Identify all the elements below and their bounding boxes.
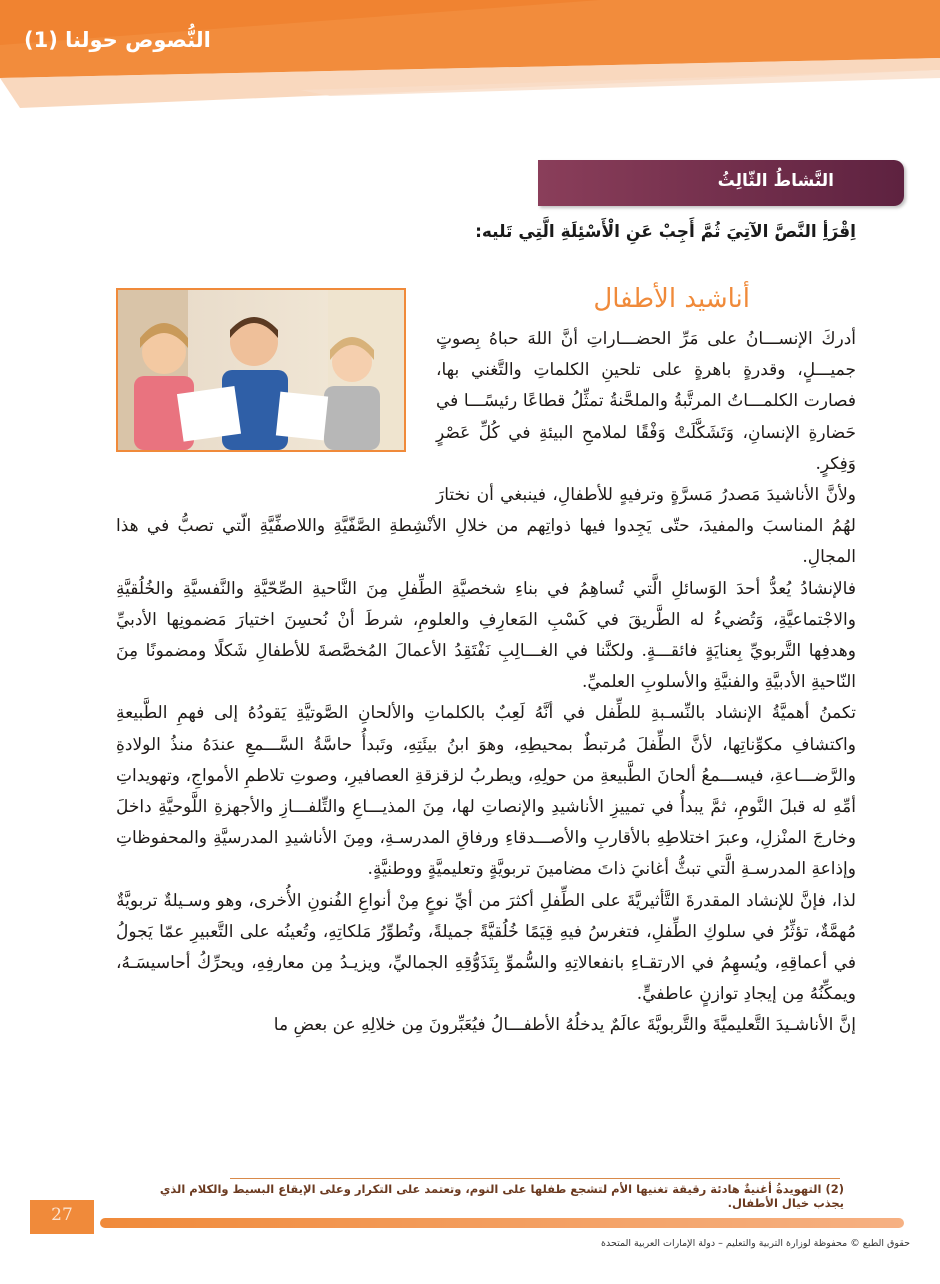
copyright-notice: حقوق الطبع © محفوظة لوزارة التربية والتعليم – دولة الإمارات العربية المتحدة [601,1238,910,1249]
paragraph-4: تكمنُ أهميَّةُ الإنشاد بالنِّسـبةِ للطِّفل في أنَّهُ لَعِبٌ بالكلماتِ والألحانِ الصَّوتيَّةِ يَقودُهُ إلى فهمِ الطَّبيعةِ واكتشافِ مكوِّناتِها، لأنَّ الطِّفلَ مُرتبطٌ بمحيطِهِ، وهوَ ابنُ بيئَتِهِ، وتَبدأُ حاسَّةُ السَّـــمعِ عندَهُ منذُ الولادةِ والرَّضـــاعةِ، فيســـمعُ ألحانَ الطَّبيعةِ من حولِهِ، ويطربُ لزقزقةِ العصافيرِ، وصوتِ تلاطمِ الأمواجِ، وتهويداتِ أمِّهِ له قبلَ النَّومِ، ثمَّ يبدأُ في تمييزِ الأناشيدِ والإنصاتِ لها، مِنَ المذيـــاعِ والتِّلفـــازِ والأجهزةِ اللَّوحيَّةِ داخلَ وخارجَ المنْزلِ، وعبرَ اختلاطِهِ بالأقاربِ والأصـــدقاءِ ورفاقِ المدرسـةِ، ومِنَ الأناشيدِ المدرسيَّةِ والمحفوظاتِ وإذاعةِ المدرسـةِ الَّتي تبثُّ أغانيَ ذاتَ مضامينَ تربويَّةٍ وتعليميَّةٍ ووطنيَّةٍ. [116,703,856,880]
paragraph-5: لذا، فإنَّ للإنشاد المقدرةَ التَّأثيريَّةَ على الطِّفلِ أكثرَ من أيِّ نوعٍ مِنْ أنواعِ الفُنونِ الأُخرى، وهو وسـيلةٌ تربويَّةٌ مُهمَّةٌ، تؤثِّرُ في سلوكِ الطِّفلِ، فتغرسُ فيهِ قِيَمًا خُلُقيَّةً جميلةً، وتُطوِّرُ مَلكاتِهِ، وتُعينُه على التَّعبيرِ عمّا يَجولُ في أعماقِهِ، ويُسهِمُ في الارتقـاءِ بانفعالاتِهِ والسُّموِّ بِتَذَوُّقِهِ الجماليِّ، ويزيـدُ مِن معارفِهِ، ويحرِّكُ أحاسيسَـهُ، ويمكِّنُهُ مِن إيجادِ توازنٍ عاطفيٍّ. [116,890,856,1005]
paragraph-1: أدركَ الإنســـانُ على مَرِّ الحضـــاراتِ أنَّ اللهَ حباهُ بِصوتٍ جميـــلٍ، وقدرةٍ باهرةٍ على تلحينِ الكلماتِ والتَّغني بها، فصارت الكلمـــاتُ المرتَّبةُ والملحَّنةُ تمثِّلُ قطاعًا رئيسًـــا في حَضارةِ الإنسانِ، وَتَشَكَّلَتْ وَفْقًا لملامحِ البيئةِ في كُلِّ عَصْرٍ وَفِكرٍ. [436,329,856,474]
paragraph-3: فالإنشادُ يُعدُّ أحدَ الوَسائلِ الَّتي تُساهِمُ في بناءِ شخصيَّةِ الطِّفلِ مِنَ النَّاحيةِ الصِّحّيَّةِ والنَّفسيَّةِ والخُلُقيَّةِ والاجْتماعيَّةِ، وَتُضيءُ له الطَّريقَ في كَسْبِ المَعارِفِ والعلومِ، شرطَ أنْ نُحسِنَ اختيارَ مَضمونِها الأدبيِّ وهدفِها التَّربويِّ بِعنايَةٍ فائقـــةٍ. ولكنَّنا في الغـــالِبِ نَفْتَقِدُ الأعمالَ المُخصَّصةَ للأطفالِ شَكلًا ومضمونًا مِنَ النّاحيةِ الأدبيَّةِ والفنيَّةِ والأسلوبِ العلميِّ. [116,578,856,693]
article-title: أناشيد الأطفال [593,284,750,314]
activity-label-tab [538,160,904,206]
activity-instruction: اِقْرَأِ النَّصَّ الآتِيَ ثُمَّ أَجِبْ عَنِ الْأَسْئِلَةِ الَّتِي تَليه: [475,222,856,242]
footnote-divider [230,1178,840,1179]
header-band [0,0,940,110]
page-number: 27 [51,1205,73,1225]
article-body [116,324,856,1042]
activity-label: النَّشاطُ الثّالِثُ [717,171,834,191]
paragraph-6: إنَّ الأناشـيدَ التَّعليميَّةَ والتَّربويَّةَ عالَمٌ يدخلُهُ الأطفـــالُ فيُعَبِّرونَ مِن خلالِهِ عن بعضِ ما [273,1015,856,1036]
image-float-spacer [116,324,436,504]
footer-bar [100,1218,904,1228]
footnote: (2) التهويدةُ أغنيةٌ هادئة رقيقة تغنيها الأم لتشجع طفلها على النوم، وتعتمد على التكرار وعلى الإيقاع البسيط والكلام الذي يجذب خيال الأطفال. [159,1182,844,1210]
paragraph-2: ولأنَّ الأناشيدَ مَصدرُ مَسرَّةٍ وترفيهٍ للأطفالِ، فينبغي أن نختارَ لهُمُ المناسبَ والمفيدَ، حتّى يَجِدوا فيها ذواتِهم من خلالِ الأنْشِطةِ الصَّفّيَّةِ واللاصفِّيَّةِ الّتي تصبُّ في هذا المجالِ. [116,485,856,568]
unit-title: النُّصوص حولنا (1) [24,28,211,52]
